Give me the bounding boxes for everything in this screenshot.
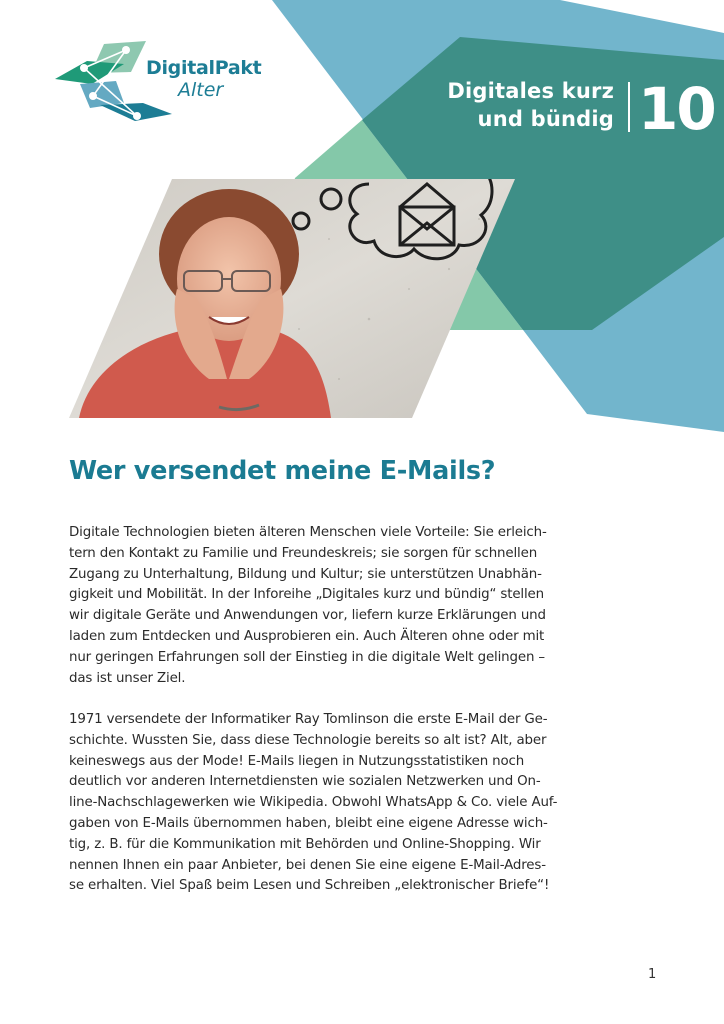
text-line: 1971 versendete der Informatiker Ray Tomlinson die erste E-Mail der Ge- [69,712,548,727]
text-line: gigkeit und Mobilität. In der Inforeihe „Digitales kurz und bündig“ stellen [69,587,544,603]
text-line: schichte. Wussten Sie, dass diese Technologie bereits so alt ist? Alt, aber [69,732,547,748]
logo-wordmark [146,57,261,101]
text-line: laden zum Entdecken und Ausprobieren ein. Auch Älteren ohne oder mit [69,628,545,644]
series-issue-number: 10 [638,75,715,143]
text-line: line-Nachschlagewerken wie Wikipedia. Obwohl WhatsApp & Co. viele Auf- [69,795,558,811]
series-divider [628,82,630,132]
text-line: tern den Kontakt zu Familie und Freundeskreis; sie sorgen für schnellen [69,545,538,561]
series-title [447,77,614,133]
text-line: keineswegs aus der Mode! E-Mails liegen in Nutzungsstatistiken noch [69,753,525,769]
series-title-line1: Digitales kurz [447,79,614,103]
hero-photo [69,179,515,418]
series-title-line2: und bündig [477,107,614,131]
text-line: wir digitale Geräte und Anwendungen vor, liefern kurze Erklärungen und [69,608,546,624]
logo-subtitle: Alter [178,79,224,101]
digitalpakt-alter-logo [50,35,290,130]
page-number: 1 [648,967,657,982]
text-line: deutlich vor anderen Internetdiensten wie sozialen Netzwerken und On- [69,774,541,790]
text-line: gaben von E-Mails übernommen haben, bleibt eine eigene Adresse wich- [69,815,548,831]
body-paragraph [69,710,558,897]
text-line: se erhalten. Viel Spaß beim Lesen und Schreiben „elektronischer Briefe“! [69,878,550,894]
text-line: das ist unser Ziel. [69,670,186,686]
text-line: Digitale Technologien bieten älteren Menschen viele Vorteile: Sie erleich- [69,525,547,540]
intro-paragraph [69,523,549,689]
text-line: tig, z. B. für die Kommunikation mit Behörden und Online-Shopping. Wir [69,836,541,852]
article-title: Wer versendet meine E-Mails? [69,456,496,486]
text-line: Zugang zu Unterhaltung, Bildung und Kultur; sie unterstützen Unabhän- [69,566,542,582]
text-line: nur geringen Erfahrungen soll der Einstieg in die digitale Welt gelingen – [69,649,545,665]
logo-title: DigitalPakt [146,57,262,79]
text-line: nennen Ihnen ein paar Anbieter, bei denen Sie eine eigene E-Mail-Adres- [69,857,546,873]
